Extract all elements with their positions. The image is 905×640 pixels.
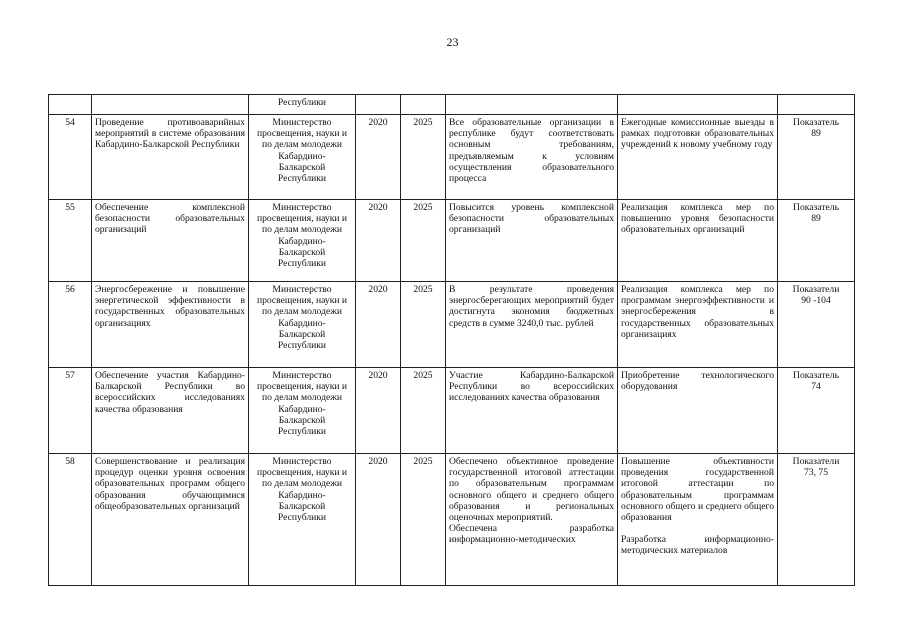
table-row bbox=[49, 454, 855, 586]
table-row bbox=[49, 115, 855, 200]
cell-executor: Министерство просвещения, науки и по делам молодежи Кабардино- Балкарской Республики bbox=[249, 282, 356, 368]
cell-end: 2025 bbox=[401, 368, 446, 454]
result-text-continued: Обеспечена разработка информационно-методических bbox=[449, 523, 614, 546]
cell-executor: Министерство просвещения, науки и по делам молодежи Кабардино- Балкарской Республики bbox=[249, 115, 356, 200]
cell-start: 2020 bbox=[356, 282, 401, 368]
cell-result: Повысится уровень комплексной безопасности образовательных организаций bbox=[446, 200, 618, 282]
cell-indicator: Показатели 73, 75 bbox=[778, 454, 855, 586]
cell-executor: Министерство просвещения, науки и по делам молодежи Кабардино- Балкарской Республики bbox=[249, 200, 356, 282]
cell-end: 2025 bbox=[401, 282, 446, 368]
cell-end: 2025 bbox=[401, 454, 446, 586]
cell-end bbox=[401, 95, 446, 115]
cell-name bbox=[92, 95, 249, 115]
cell-name: Проведение противоаварийных мероприятий в системе образования Кабардино-Балкарской Республики bbox=[92, 115, 249, 200]
cell-num: 58 bbox=[49, 454, 92, 586]
cell-num bbox=[49, 95, 92, 115]
cell-executor: Министерство просвещения, науки и по делам молодежи Кабардино- Балкарской Республики bbox=[249, 454, 356, 586]
cell-start: 2020 bbox=[356, 200, 401, 282]
cell-indicator: Показатель 89 bbox=[778, 115, 855, 200]
cell-start bbox=[356, 95, 401, 115]
page-number: 23 bbox=[446, 35, 459, 49]
cell-indicator: Показатель 89 bbox=[778, 200, 855, 282]
cell-executor: Республики bbox=[249, 95, 356, 115]
cell-indicator bbox=[778, 95, 855, 115]
cell-indicator: Показатель 74 bbox=[778, 368, 855, 454]
cell-num: 56 bbox=[49, 282, 92, 368]
table-row bbox=[49, 368, 855, 454]
cell-mechanism: Реализация комплекса мер по повышению уровня безопасности образовательных организаций bbox=[618, 200, 778, 282]
cell-mechanism bbox=[618, 95, 778, 115]
mechanism-text-continued: Разработка информационно-методических материалов bbox=[621, 534, 774, 557]
result-text: Обеспечено объективное проведение государственной итоговой аттестации по образовательным программам основного общего и среднего общего образования и региональных оценочных мероприятий. bbox=[449, 456, 614, 524]
cell-end: 2025 bbox=[401, 200, 446, 282]
cell-start: 2020 bbox=[356, 368, 401, 454]
cell-start: 2020 bbox=[356, 115, 401, 200]
cell-executor: Министерство просвещения, науки и по делам молодежи Кабардино- Балкарской Республики bbox=[249, 368, 356, 454]
cell-name: Обеспечение комплексной безопасности образовательных организаций bbox=[92, 200, 249, 282]
cell-num: 54 bbox=[49, 115, 92, 200]
cell-result: Все образовательные организации в республике будут соответствовать основным требованиям, предъявляемым к условиям осуществления образовательного процесса bbox=[446, 115, 618, 200]
table-row bbox=[49, 200, 855, 282]
cell-mechanism bbox=[618, 454, 778, 586]
program-table bbox=[48, 94, 855, 586]
cell-name: Энергосбережение и повышение энергетической эффективности в государственных образовательных организациях bbox=[92, 282, 249, 368]
cell-num: 55 bbox=[49, 200, 92, 282]
mechanism-text: Повышение объективности проведения государственной итоговой аттестации по образовательным программам основного общего и среднего общего образования bbox=[621, 456, 774, 524]
cell-name: Совершенствование и реализация процедур оценки уровня освоения образовательных программ общего образования обучающимися общеобразовательных организаций bbox=[92, 454, 249, 586]
cell-num: 57 bbox=[49, 368, 92, 454]
cell-name: Обеспечение участия Кабардино-Балкарской Республики во всероссийских исследованиях качества образования bbox=[92, 368, 249, 454]
cell-indicator: Показатели 90 -104 bbox=[778, 282, 855, 368]
table-row bbox=[49, 95, 855, 115]
cell-result: В результате проведения энергосберегающих мероприятий будет достигнута экономия бюджетных средств в сумме 3240,0 тыс. рублей bbox=[446, 282, 618, 368]
table-row bbox=[49, 282, 855, 368]
cell-mechanism: Приобретение технологического оборудования bbox=[618, 368, 778, 454]
cell-mechanism: Реализация комплекса мер по программам энергоэффективности и энергосбережения в государственных образовательных организациях bbox=[618, 282, 778, 368]
cell-end: 2025 bbox=[401, 115, 446, 200]
cell-result bbox=[446, 95, 618, 115]
cell-result bbox=[446, 454, 618, 586]
cell-result: Участие Кабардино-Балкарской Республики во всероссийских исследованиях качества образования bbox=[446, 368, 618, 454]
cell-start: 2020 bbox=[356, 454, 401, 586]
cell-mechanism: Ежегодные комиссионные выезды в рамках подготовки образовательных учреждений к новому учебному году bbox=[618, 115, 778, 200]
